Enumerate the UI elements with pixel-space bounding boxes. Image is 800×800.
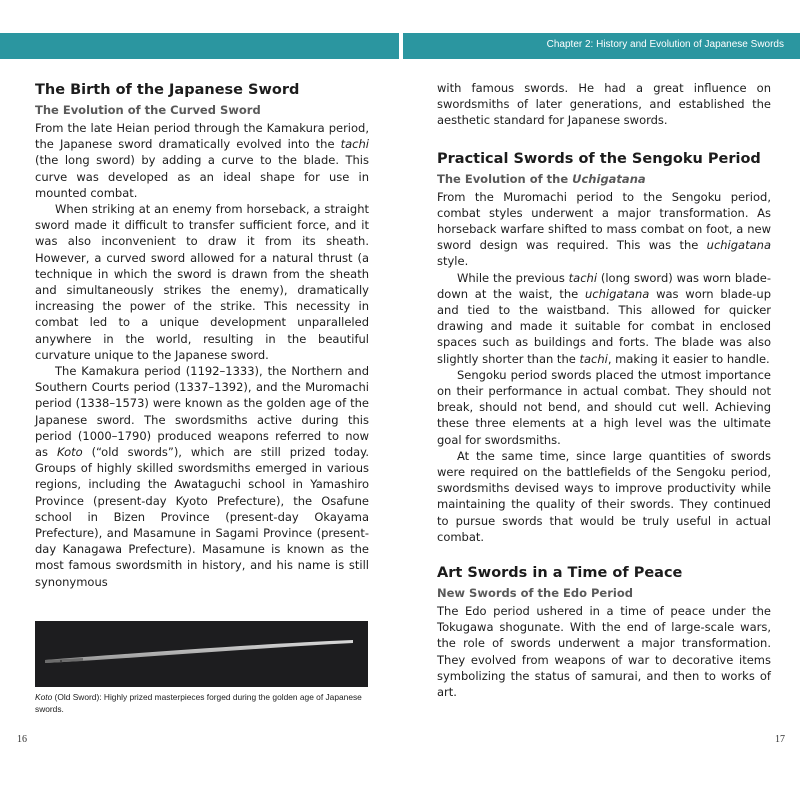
right-page-column — [437, 80, 771, 700]
koto-sword-photo — [35, 621, 368, 687]
paragraph: At the same time, since large quantities of swords were required on the battlefields of the Sengoku period, swordsmiths devised ways to improve productivity while maintaining the quality of their swords. They continued to pursue swords that would be truly useful in actual combat. — [437, 448, 771, 544]
sword-illustration — [35, 621, 368, 687]
paragraph: From the late Heian period through the Kamakura period, the Japanese sword dramatically evolved into the tachi (the long sword) by adding a curve to the blade. This curve was developed as an ideal shape for use in mounted combat. — [35, 121, 369, 200]
section-subtitle: The Evolution of the Curved Sword — [35, 103, 261, 117]
paragraph: From the Muromachi period to the Sengoku period, combat styles underwent a major transformation. As horseback warfare shifted to mass combat on foot, a new sword design was required. This was the uchigatana style. — [437, 189, 771, 269]
section-title: Practical Swords of the Sengoku Period — [437, 150, 761, 167]
page-number-left: 16 — [17, 734, 27, 745]
paragraph: The Edo period ushered in a time of peace under the Tokugawa shogunate. With the end of large-scale wars, the role of swords underwent a major transformation. They evolved from weapons of war to decorative items symbolizing the status of samurai, and then to works of art. — [437, 604, 771, 700]
paragraph: with famous swords. He had a great influence on swordsmiths of later generations, and established the aesthetic standard for Japanese swords. — [437, 81, 771, 128]
header-band-right — [403, 33, 800, 59]
paragraph: Sengoku period swords placed the utmost importance on their performance in actual combat. They should not break, should not bend, and should cut well. Achieving these three elements at a high level was the ultimate goal for swordsmiths. — [437, 367, 771, 447]
header-band-left — [0, 33, 399, 59]
page-number-right: 17 — [775, 734, 785, 745]
paragraph: The Kamakura period (1192–1333), the Northern and Southern Courts period (1337–1392), and the Muromachi period (1338–1573) were known as the golden age of the Japanese sword. The swordsmiths active during this period (1000–1790) produced weapons referred to now as Koto (“old swords”), which are still prized today. Groups of highly skilled swordsmiths emerged in various regions, including the Awataguchi school in Yamashiro Province (present-day Kyoto Prefecture), the Osafune school in Bizen Province (present-day Okayama Prefecture), and Masamune in Sagami Province (present-day Kanagawa Prefecture). Masamune is known as the most famous swordsmith in history, and his name is still synonymous — [35, 364, 370, 589]
photo-caption: Koto (Old Sword): Highly prized masterpieces forged during the golden age of Japanese swords. — [35, 692, 362, 714]
paragraph: While the previous tachi (long sword) was worn blade-down at the waist, the uchigatana was worn blade-up and tied to the waistband. This allowed for quicker drawing and made it suitable for combat in enclosed spaces such as buildings and forts. The blade was also slightly shorter than the tachi, making it easier to handle. — [437, 270, 771, 366]
chapter-title: Chapter 2: History and Evolution of Japanese Swords — [546, 39, 784, 50]
left-page-column — [35, 80, 369, 590]
section-title: The Birth of the Japanese Sword — [35, 82, 300, 98]
section-title: Art Swords in a Time of Peace — [437, 565, 683, 582]
paragraph: When striking at an enemy from horseback, a straight sword made it difficult to transfer sufficient force, and it was also inconvenient to draw it from its sheath. However, a curved sword allowed for a natural thrust (a technique in which the sword is drawn from the sheath and simultaneously strikes the enemy), dramatically increasing the power of the strike. This necessity in combat led to a unique development unparalleled anywhere in the world, resulting in the beautiful curvature unique to the Japanese sword. — [35, 202, 369, 362]
section-subtitle: New Swords of the Edo Period — [437, 586, 633, 601]
section-subtitle: The Evolution of the Uchigatana — [437, 171, 646, 186]
